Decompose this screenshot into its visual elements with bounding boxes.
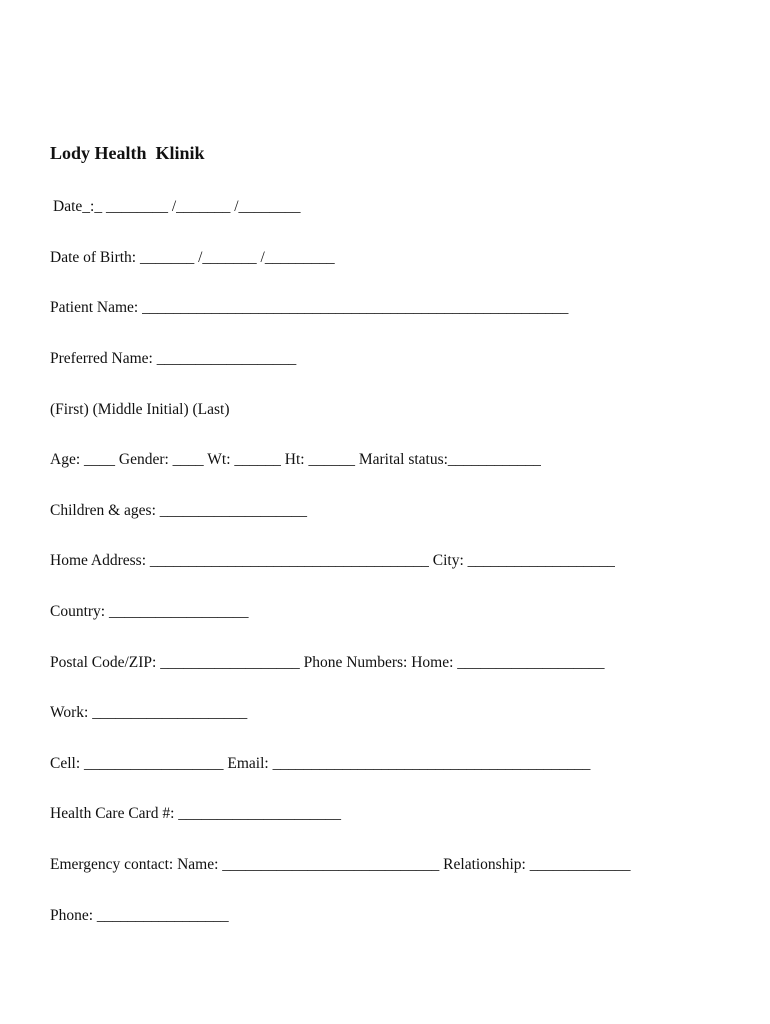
clinic-title: Lody Health Klinik: [50, 143, 205, 163]
health-care-card-field[interactable]: Health Care Card #: _____________________: [50, 805, 342, 822]
emergency-phone-field[interactable]: Phone: _________________: [50, 907, 229, 924]
preferred-name-field[interactable]: Preferred Name: __________________: [50, 350, 297, 367]
patient-name-field[interactable]: Patient Name: _______________________________________________________: [50, 299, 569, 316]
name-order-hint: (First) (Middle Initial) (Last): [50, 401, 230, 418]
country-field[interactable]: Country: __________________: [50, 603, 249, 620]
cell-email-row[interactable]: Cell: __________________ Email: _________________________________________: [50, 755, 591, 772]
date-field[interactable]: Date_:_ ________ /_______ /________: [53, 198, 301, 215]
age-gender-weight-height-marital-row[interactable]: Age: ____ Gender: ____ Wt: ______ Ht: ______ Marital status:____________: [50, 451, 541, 468]
emergency-contact-row[interactable]: Emergency contact: Name: ____________________________ Relationship: _____________: [50, 856, 631, 873]
postal-code-home-phone-row[interactable]: Postal Code/ZIP: __________________ Phone Numbers: Home: ___________________: [50, 654, 605, 671]
home-address-city-row[interactable]: Home Address: ____________________________________ City: ___________________: [50, 552, 615, 569]
date-of-birth-field[interactable]: Date of Birth: _______ /_______ /_________: [50, 249, 335, 266]
children-ages-field[interactable]: Children & ages: ___________________: [50, 502, 308, 519]
work-phone-field[interactable]: Work: ____________________: [50, 704, 248, 721]
